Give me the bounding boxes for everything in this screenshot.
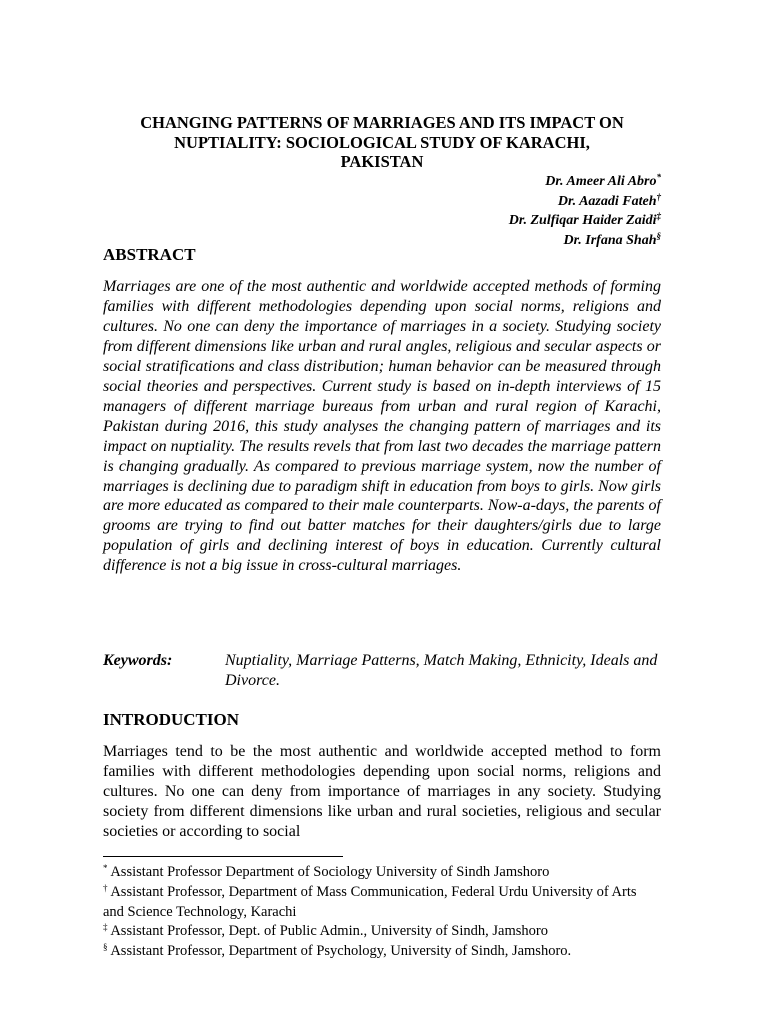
introduction-heading: INTRODUCTION	[103, 710, 240, 729]
footnote-divider	[103, 856, 343, 857]
author-footnote-mark: *	[656, 172, 661, 182]
footnote-3	[103, 922, 661, 942]
paper-title	[103, 113, 661, 172]
author-footnote-mark: †	[656, 191, 661, 202]
footnote-2	[103, 883, 661, 923]
author-name: Dr. Aazadi Fateh	[557, 193, 657, 209]
footnote-mark: †	[103, 882, 108, 893]
introduction-text: Marriages tend to be the most authentic and worldwide accepted method to form families with different methodologies depending upon social norms, religions and cultures. No one can deny from importance of marriages in any society. Studying society from different dimensions like urban and rural societies, religious and secular societies or according to social	[103, 743, 661, 840]
author-name: Dr. Ameer Ali Abro	[545, 174, 657, 189]
keywords-text: Nuptiality, Marriage Patterns, Match Making, Ethnicity, Ideals and Divorce.	[225, 652, 658, 689]
author-2	[509, 192, 661, 212]
author-name: Dr. Zulfiqar Haider Zaidi	[508, 213, 657, 228]
keywords-label: Keywords:	[103, 652, 173, 669]
footnote-mark: §	[103, 942, 108, 953]
footnote-mark: *	[103, 863, 108, 873]
author-3	[509, 211, 661, 231]
footnotes	[103, 863, 661, 962]
author-4	[509, 231, 661, 251]
author-name: Dr. Irfana Shah	[563, 232, 657, 248]
footnote-4	[103, 942, 661, 962]
footnote-1	[103, 863, 661, 883]
title-line-2: NUPTIALITY: SOCIOLOGICAL STUDY OF KARACHI,	[174, 132, 590, 152]
title-line-1: CHANGING PATTERNS OF MARRIAGES AND ITS IMPACT ON	[140, 113, 624, 132]
footnote-text: Assistant Professor, Department of Psychology, University of Sindh, Jamshoro.	[110, 943, 572, 960]
author-footnote-mark: §	[656, 230, 661, 241]
author-list	[509, 172, 661, 250]
author-footnote-mark: ‡	[656, 211, 661, 221]
author-1	[509, 172, 661, 192]
footnote-mark: ‡	[103, 922, 108, 933]
keywords	[103, 651, 661, 691]
abstract-heading: ABSTRACT	[103, 245, 196, 264]
footnote-text: Assistant Professor, Department of Mass Communication, Federal Urdu University of Arts and Science Technology, Karachi	[103, 883, 637, 920]
footnote-text: Assistant Professor, Dept. of Public Admin., University of Sindh, Jamshoro	[110, 923, 548, 940]
title-line-3: PAKISTAN	[340, 152, 424, 171]
abstract-text: Marriages are one of the most authentic and worldwide accepted methods of forming families with different methodologies depending upon social norms, religions and cultures. No one can deny the importance of marriages in a society. Studying society from different dimensions like urban and rural angles, religious and secular aspects or social stratifications and class distribution; human behavior can be measured through social theories and perspectives. Current study is based on in-depth interviews of 15 managers of different marriage bureaus from urban and rural region of Karachi, Pakistan during 2016, this study analyses the changing pattern of marriages and its impact on nuptiality. The results revels that from last two decades the marriage pattern is changing gradually. As compared to previous marriage system, now the number of marriages is declining due to paradigm shift in education from boys to girls. Now girls are more educated as compared to their male counterparts. Now-a-days, the parents of grooms are trying to find out batter matches for their daughters/girls due to large population of girls and declining interest of boys in education. Currently cultural difference is not a big issue in cross-cultural marriages.	[103, 278, 661, 575]
footnote-text: Assistant Professor Department of Sociology University of Sindh Jamshoro	[110, 864, 550, 880]
